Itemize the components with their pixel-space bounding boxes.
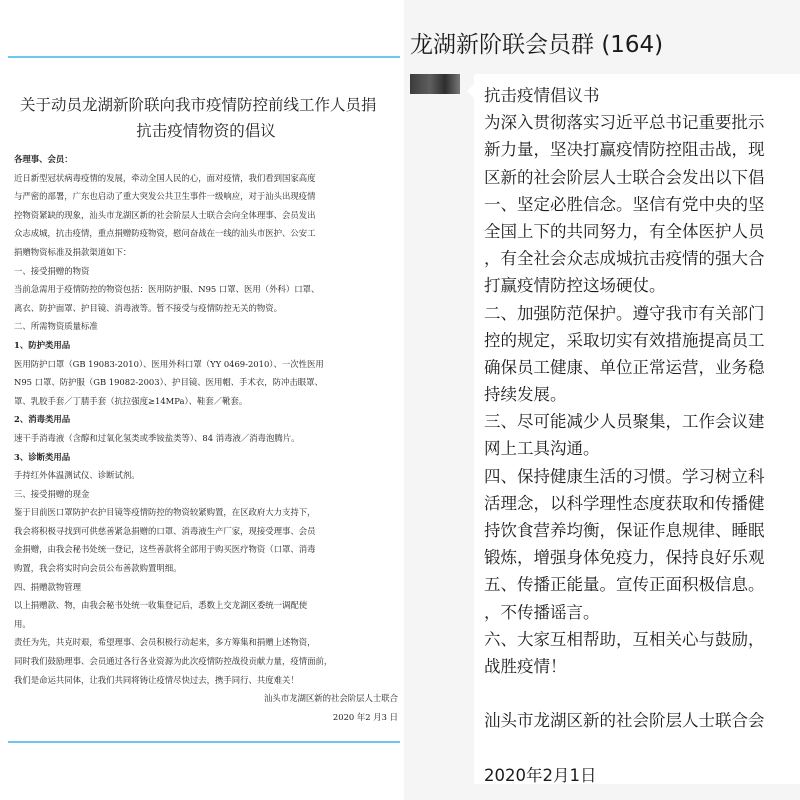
message-line: 新力量，坚决打赢疫情防控阻击战，现 [484,140,765,160]
document-line: 近日新型冠状病毒疫情的发展，牵动全国人民的心，面对疫情，我们看到国家高度 [14,172,316,183]
document-line: 速干手消毒液（含醇和过氧化氢类或季铵盐类等）、84 消毒液／消毒泡腾片。 [14,432,300,443]
top-divider [8,56,400,58]
member-count: (164) [601,32,664,58]
document-line: 3、诊断类用品 [14,451,71,462]
document-line: 各理事、会员： [14,154,73,164]
message-line [484,735,800,762]
document-line: 捐赠物资标准及捐款渠道如下： [14,246,132,257]
document-line: 鉴于目前医口罩防护衣护目镜等疫情防控的物资较紧购置，在区政府大力支持下， [14,507,316,518]
document-title [6,92,404,144]
message-line: 为深入贯彻落实习近平总书记重要批示 [484,113,765,133]
document-line: 离衣、防护面罩、护目镜、消毒液等。暂不接受与疫情防控无关的物资。 [14,302,282,313]
message-line: 战胜疫情！ [484,656,567,676]
bottom-divider [8,741,400,743]
message-line: 六、大家互相帮助，互相关心与鼓励， [484,629,765,649]
document-line: 与严密的部署，广东也启动了重大突发公共卫生事件一级响应，对于汕头出现疫情 [14,191,316,202]
message-line: 持饮食营养均衡，保证作息规律、睡眠 [484,521,765,540]
message-line: 打赢疫情防控这场硬仗。 [484,276,666,296]
document-line: 我们是命运共同体，让我们共同将铸让疫情尽快过去，携手同行、共度难关！ [14,674,299,685]
bubble-arrow [467,84,474,98]
message-line: ，有全社会众志成城抗击疫情的强大合 [484,249,765,269]
document-line: 一、接受捐赠的物资 [14,265,90,276]
document-line: 责任为先，共克时艰，希望理事、会员积极行动起来，多方筹集和捐赠上述物资， [14,637,316,648]
document-line: 二、所需物资质量标准 [14,321,98,332]
document-line: 罩、乳胶手套／丁腈手套（抗拉强度≥14MPa）、鞋套／靴套。 [14,395,248,406]
message-line: 二、加强防范保护。遵守我市有关部门 [484,303,765,323]
document-body [14,150,402,726]
document-line: 医用防护口罩（GB 19083-2010）、医用外科口罩（YY 0469-2010）、一次性医用 [14,358,324,369]
document-line: N95 口罩、防护服（GB 19082-2003）、护目镜、医用帽、手术衣，防冲击眼罩、 [14,377,323,388]
group-name: 龙湖新阶联会员群 [410,32,594,58]
document-line: 控物资紧缺的现象，汕头市龙湖区新的社会阶层人士联合会向全体理事、会员发出 [14,209,316,220]
document-line: 同时我们鼓励理事、会员通过各行各业资源为此次疫情防控战役贡献力量，疫情面前， [14,656,333,667]
document-line: 金捐赠，由我会秘书处统一登记，这些善款将全部用于购买医疗物资（口罩、消毒 [14,544,316,555]
message-line: ，不传播谣言。 [484,602,600,622]
sender-avatar[interactable] [410,74,460,94]
document-line: 众志成城，抗击疫情，重点捐赠防疫物资，慰问奋战在一线的汕头市医护、公安工 [14,228,316,239]
document-line: 购置，我会将实时向会员公布善款购置明细。 [14,563,182,574]
document-line: 汕头市龙湖区新的社会阶层人士联合 [264,693,398,704]
chat-title [410,26,663,59]
message-line: 2020年2月1日 [484,765,597,785]
message-line: 抗击疫情倡议书 [484,86,600,105]
message-line: 控的规定，采取切实有效措施提高员工 [484,330,765,350]
document-line: 当前急需用于疫情防控的物资包括：医用防护服、N95 口罩、医用（外科）口罩、 [14,284,320,295]
document-title-line: 抗击疫情物资的倡议 [136,122,276,140]
document-line: 四、捐赠款物管理 [14,581,81,592]
document-title-line: 关于动员龙湖新阶联向我市疫情防控前线工作人员捐 [20,96,377,114]
document-line: 我会将积极寻找到可供慈善紧急捐赠的口罩、消毒液生产厂家，现接受理事、会员 [14,525,316,536]
message-line: 确保员工健康、单位正常运营，业务稳 [484,357,765,377]
document-line: 以上捐赠款、物，由我会秘书处统一收集登记后，悉数上交龙湖区委统一调配使 [14,600,308,611]
document-line: 用。 [14,618,31,629]
message-line: 网上工具沟通。 [484,439,600,459]
message-line: 一、坚定必胜信念。坚信有党中央的坚 [484,194,765,214]
document-line: 2、消毒类用品 [14,414,71,425]
chat-window [404,0,800,800]
document-line: 三、接受捐赠的现金 [14,488,90,499]
message-line: 全国上下的共同努力，有全体医护人员 [484,221,765,241]
message-line: 区新的社会阶层人士联合会发出以下倡 [484,167,765,187]
document-line: 2020 年2 月3 日 [332,711,398,722]
message-line: 五、传播正能量。宣传正面积极信息。 [484,575,765,595]
document-line: 1、防护类用品 [14,339,71,350]
message-line: 持续发展。 [484,385,567,405]
message-line [484,680,800,707]
chat-header [404,0,800,72]
message-text [484,82,800,789]
message-line: 四、保持健康生活的习惯。学习树立科 [484,466,765,486]
message-line: 活理念，以科学理性态度获取和传播健 [484,493,765,513]
message-line: 锻炼，增强身体免疫力，保持良好乐观 [484,548,765,568]
message-line: 三、尽可能减少人员聚集，工作会议建 [484,412,765,432]
message-line: 汕头市龙湖区新的社会阶层人士联合会 [484,711,765,731]
document-line: 手持红外体温测试仪、诊断试剂。 [14,470,140,481]
